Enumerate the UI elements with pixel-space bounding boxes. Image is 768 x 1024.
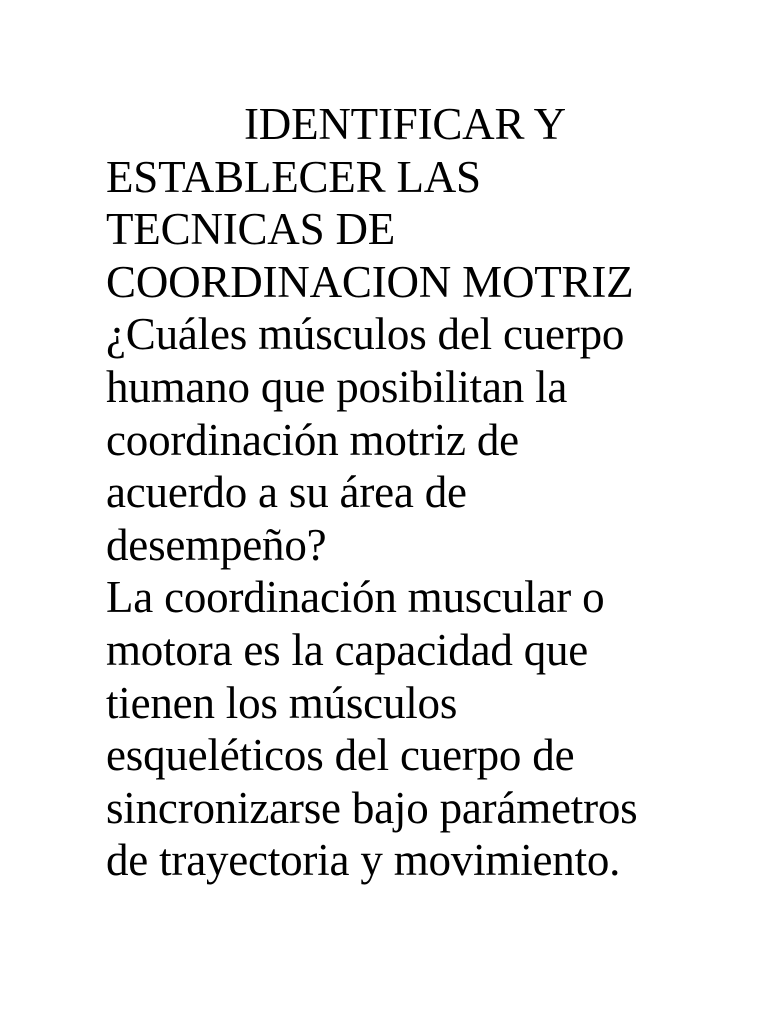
question-paragraph <box>106 308 666 571</box>
title-line: IDENTIFICAR Y <box>244 99 566 149</box>
document-title <box>106 98 666 308</box>
answer-paragraph <box>106 571 666 887</box>
document-page <box>106 98 666 887</box>
answer-line: esqueléticos del cuerpo de <box>106 730 575 781</box>
question-line: humano que posibilitan la <box>106 361 568 412</box>
question-line: ¿Cuáles músculos del cuerpo <box>106 309 625 360</box>
answer-line: motora es la capacidad que <box>106 624 589 675</box>
title-line: COORDINACION MOTRIZ <box>106 256 634 307</box>
answer-line: La coordinación muscular o <box>106 572 605 623</box>
answer-line: sincronizarse bajo parámetros <box>106 782 638 833</box>
title-line: TECNICAS DE <box>106 204 396 255</box>
question-line: acuerdo a su área de <box>106 467 467 518</box>
question-line: desempeño? <box>106 519 327 570</box>
answer-line: tienen los músculos <box>106 677 458 728</box>
answer-line: de trayectoria y movimiento. <box>106 835 621 886</box>
question-line: coordinación motriz de <box>106 414 519 465</box>
title-line: ESTABLECER LAS <box>106 151 481 202</box>
